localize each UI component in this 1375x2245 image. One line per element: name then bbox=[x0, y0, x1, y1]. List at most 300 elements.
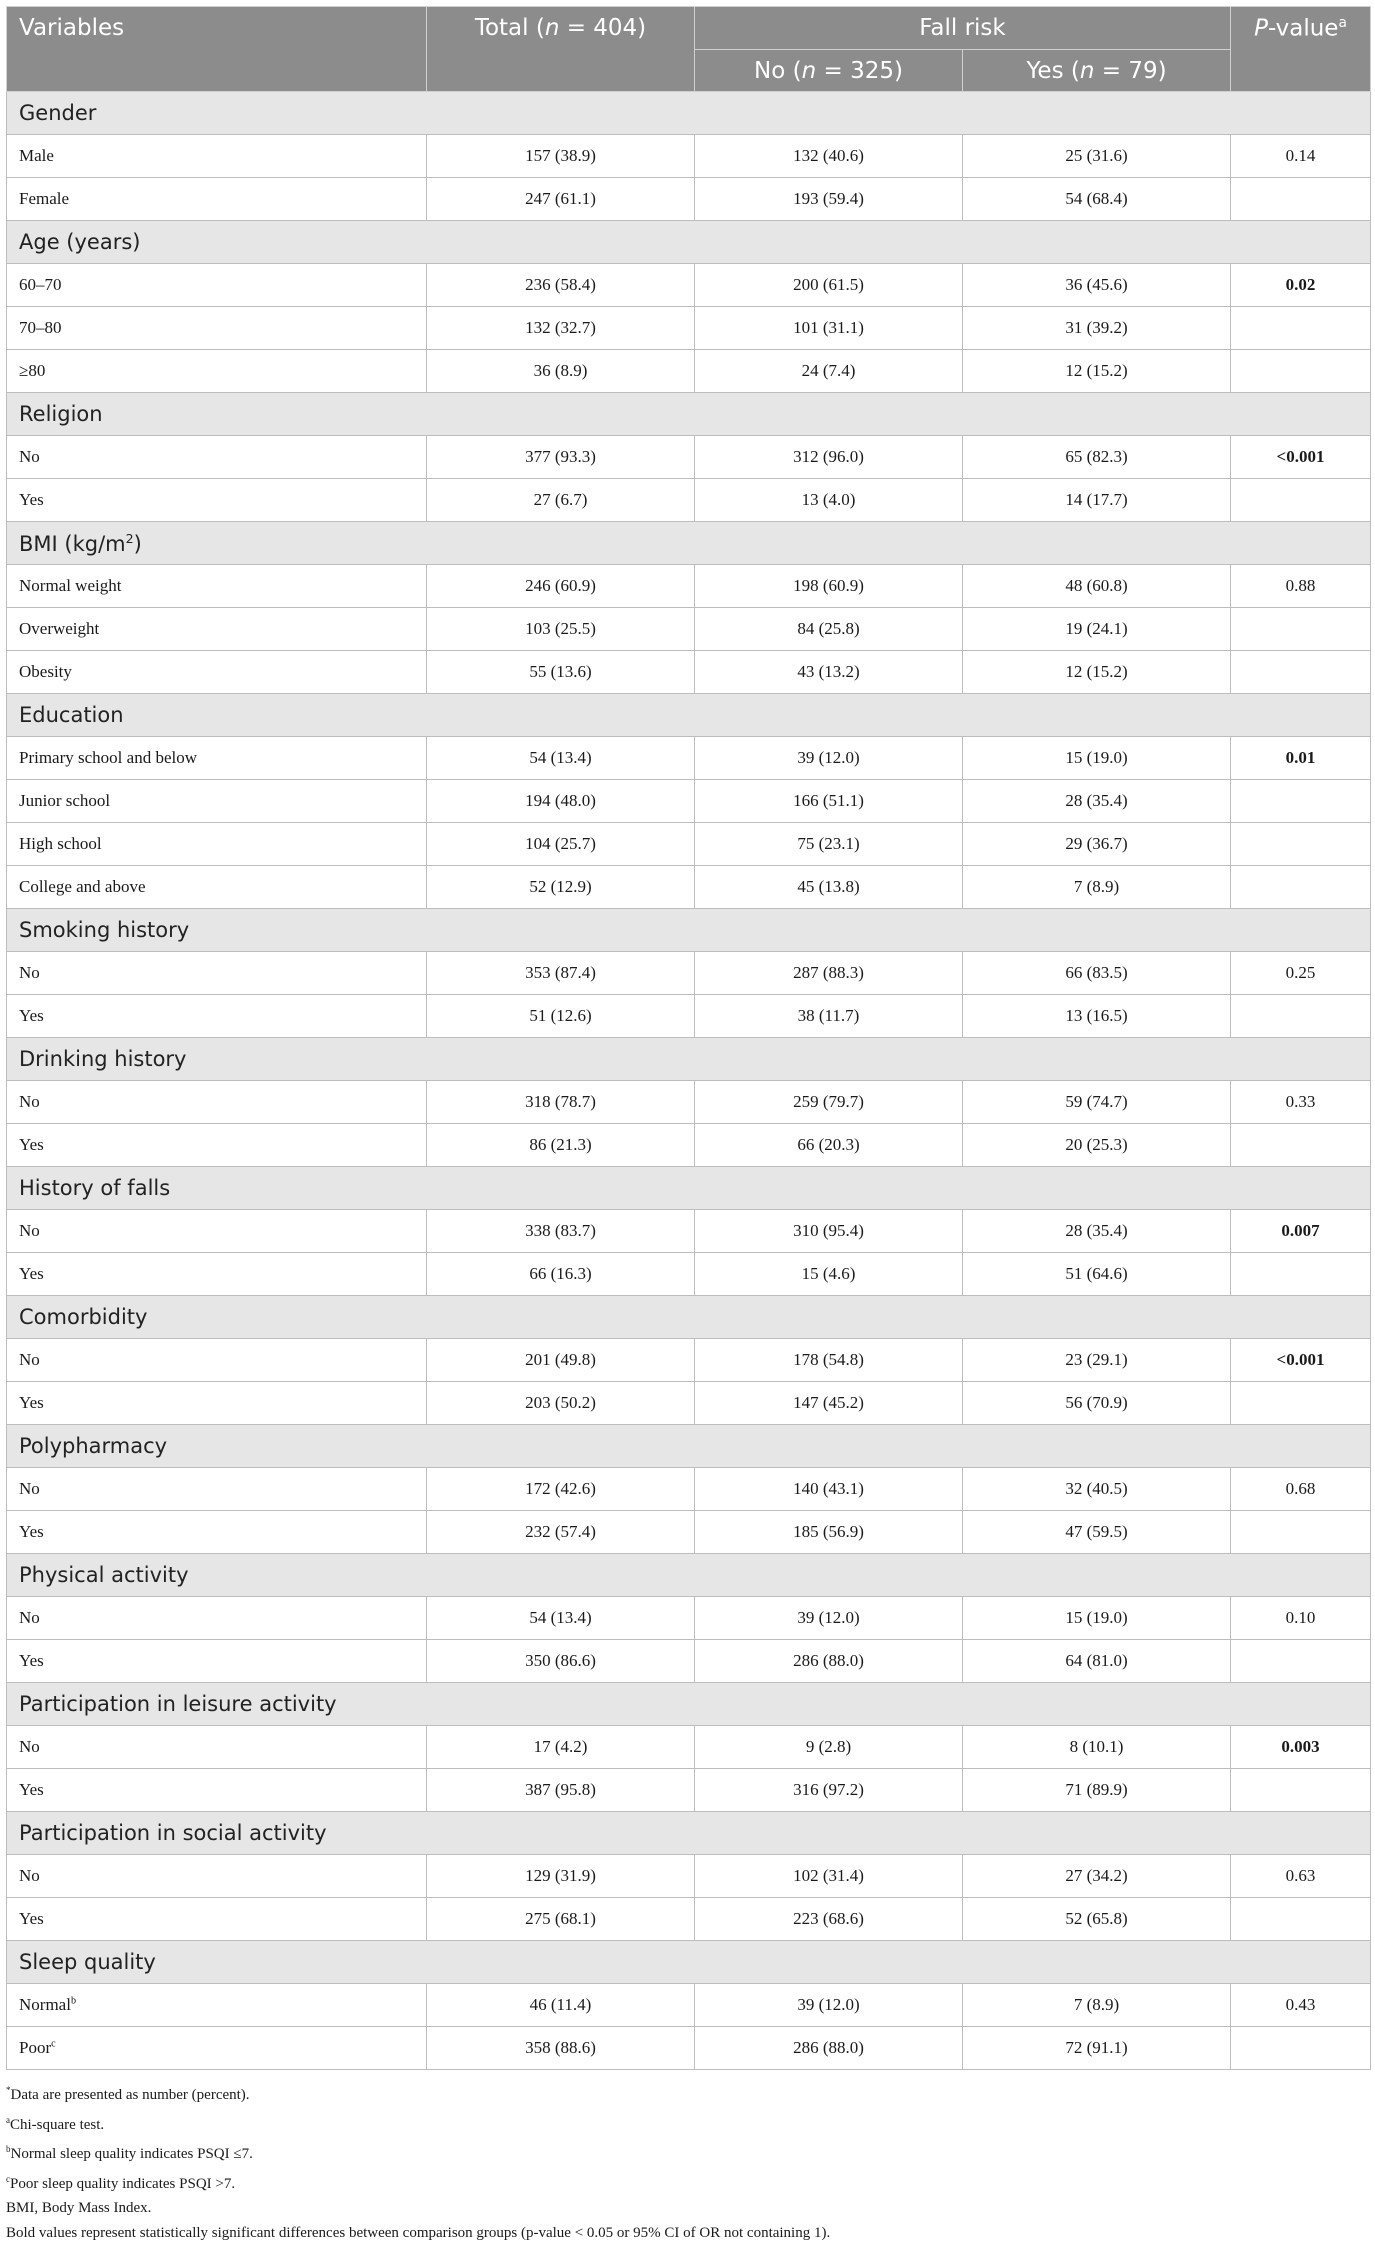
row-label bbox=[7, 1769, 427, 1812]
row-label bbox=[7, 1339, 427, 1382]
cell-no: 24 (7.4) bbox=[695, 350, 963, 393]
cell-yes: 71 (89.9) bbox=[963, 1769, 1231, 1812]
section-title-text: Comorbidity bbox=[19, 1305, 147, 1329]
table-row bbox=[7, 1898, 1371, 1941]
row-label-text: Obesity bbox=[19, 662, 72, 681]
cell-no: 198 (60.9) bbox=[695, 565, 963, 608]
cell-total: 51 (12.6) bbox=[427, 995, 695, 1038]
section-row bbox=[7, 1296, 1371, 1339]
section-row bbox=[7, 909, 1371, 952]
row-label-text: Normal bbox=[19, 1995, 71, 2014]
table-row bbox=[7, 436, 1371, 479]
section-title-text: History of falls bbox=[19, 1176, 170, 1200]
section-title-text: Participation in leisure activity bbox=[19, 1692, 337, 1716]
cell-no: 316 (97.2) bbox=[695, 1769, 963, 1812]
header-yes bbox=[963, 50, 1231, 92]
cell-pvalue: 0.003 bbox=[1231, 1726, 1371, 1769]
header-yes-n: n bbox=[1080, 58, 1095, 84]
cell-no: 43 (13.2) bbox=[695, 651, 963, 694]
row-label bbox=[7, 1640, 427, 1683]
cell-no: 13 (4.0) bbox=[695, 479, 963, 522]
cell-pvalue bbox=[1231, 479, 1371, 522]
section-row bbox=[7, 393, 1371, 436]
table-row bbox=[7, 737, 1371, 780]
cell-no: 147 (45.2) bbox=[695, 1382, 963, 1425]
table-row bbox=[7, 866, 1371, 909]
cell-pvalue: 0.88 bbox=[1231, 565, 1371, 608]
cell-no: 287 (88.3) bbox=[695, 952, 963, 995]
row-label bbox=[7, 1468, 427, 1511]
table-row bbox=[7, 1210, 1371, 1253]
table-header bbox=[7, 7, 1371, 92]
section-row bbox=[7, 1941, 1371, 1984]
table-row bbox=[7, 1382, 1371, 1425]
cell-pvalue: <0.001 bbox=[1231, 1339, 1371, 1382]
cell-no: 66 (20.3) bbox=[695, 1124, 963, 1167]
cell-no: 223 (68.6) bbox=[695, 1898, 963, 1941]
cell-yes: 59 (74.7) bbox=[963, 1081, 1231, 1124]
cell-no: 286 (88.0) bbox=[695, 2027, 963, 2070]
cell-total: 17 (4.2) bbox=[427, 1726, 695, 1769]
row-label bbox=[7, 608, 427, 651]
cell-total: 275 (68.1) bbox=[427, 1898, 695, 1941]
row-label bbox=[7, 436, 427, 479]
cell-yes: 28 (35.4) bbox=[963, 1210, 1231, 1253]
section-title bbox=[7, 909, 1371, 952]
row-label-text: Female bbox=[19, 189, 69, 208]
footnotes bbox=[6, 2078, 1370, 2245]
row-label bbox=[7, 565, 427, 608]
cell-total: 247 (61.1) bbox=[427, 178, 695, 221]
header-total-value: = 404) bbox=[559, 15, 646, 41]
cell-no: 286 (88.0) bbox=[695, 1640, 963, 1683]
cell-yes: 28 (35.4) bbox=[963, 780, 1231, 823]
cell-total: 318 (78.7) bbox=[427, 1081, 695, 1124]
cell-no: 101 (31.1) bbox=[695, 307, 963, 350]
footnote-text: Data are presented as number (percent). bbox=[11, 2087, 250, 2103]
cell-yes: 25 (31.6) bbox=[963, 135, 1231, 178]
row-label bbox=[7, 479, 427, 522]
row-label bbox=[7, 1081, 427, 1124]
row-label bbox=[7, 1511, 427, 1554]
header-no-label: No ( bbox=[754, 58, 802, 84]
cell-pvalue bbox=[1231, 1382, 1371, 1425]
row-label bbox=[7, 307, 427, 350]
cell-pvalue bbox=[1231, 307, 1371, 350]
cell-pvalue: 0.43 bbox=[1231, 1984, 1371, 2027]
cell-total: 104 (25.7) bbox=[427, 823, 695, 866]
header-pvalue bbox=[1231, 7, 1371, 92]
cell-no: 193 (59.4) bbox=[695, 178, 963, 221]
cell-no: 185 (56.9) bbox=[695, 1511, 963, 1554]
cell-pvalue: 0.007 bbox=[1231, 1210, 1371, 1253]
cell-pvalue bbox=[1231, 866, 1371, 909]
section-title-text: Drinking history bbox=[19, 1047, 187, 1071]
cell-yes: 23 (29.1) bbox=[963, 1339, 1231, 1382]
table-row bbox=[7, 823, 1371, 866]
row-label bbox=[7, 1898, 427, 1941]
cell-total: 172 (42.6) bbox=[427, 1468, 695, 1511]
cell-pvalue: 0.14 bbox=[1231, 135, 1371, 178]
table-row bbox=[7, 952, 1371, 995]
header-pvalue-sup: a bbox=[1338, 15, 1346, 31]
cell-total: 103 (25.5) bbox=[427, 608, 695, 651]
cell-total: 86 (21.3) bbox=[427, 1124, 695, 1167]
row-label bbox=[7, 651, 427, 694]
row-label bbox=[7, 1597, 427, 1640]
section-title-sup: 2 bbox=[126, 531, 134, 546]
row-label-text: Male bbox=[19, 146, 54, 165]
cell-yes: 7 (8.9) bbox=[963, 866, 1231, 909]
row-label-text: High school bbox=[19, 834, 102, 853]
characteristics-table bbox=[6, 6, 1371, 2070]
row-label-text: Yes bbox=[19, 1264, 44, 1283]
row-label-text: No bbox=[19, 1092, 40, 1111]
table-row bbox=[7, 350, 1371, 393]
row-label-text: Yes bbox=[19, 1522, 44, 1541]
cell-pvalue bbox=[1231, 1898, 1371, 1941]
section-row bbox=[7, 1425, 1371, 1468]
cell-yes: 47 (59.5) bbox=[963, 1511, 1231, 1554]
row-label-text: No bbox=[19, 963, 40, 982]
row-label-text: No bbox=[19, 1737, 40, 1756]
section-title bbox=[7, 1167, 1371, 1210]
section-title bbox=[7, 1941, 1371, 1984]
cell-yes: 7 (8.9) bbox=[963, 1984, 1231, 2027]
cell-total: 232 (57.4) bbox=[427, 1511, 695, 1554]
table-row bbox=[7, 1769, 1371, 1812]
cell-total: 36 (8.9) bbox=[427, 350, 695, 393]
section-title-text: Education bbox=[19, 703, 124, 727]
row-label bbox=[7, 1382, 427, 1425]
table-row bbox=[7, 1984, 1371, 2027]
footnote bbox=[6, 2196, 1370, 2221]
row-label bbox=[7, 952, 427, 995]
cell-total: 55 (13.6) bbox=[427, 651, 695, 694]
cell-yes: 19 (24.1) bbox=[963, 608, 1231, 651]
row-label bbox=[7, 1210, 427, 1253]
section-row bbox=[7, 1167, 1371, 1210]
table-row bbox=[7, 1511, 1371, 1554]
section-title-text: Physical activity bbox=[19, 1563, 189, 1587]
table-row bbox=[7, 1726, 1371, 1769]
row-label bbox=[7, 350, 427, 393]
row-label-text: 70–80 bbox=[19, 318, 62, 337]
cell-yes: 65 (82.3) bbox=[963, 436, 1231, 479]
cell-total: 246 (60.9) bbox=[427, 565, 695, 608]
cell-no: 200 (61.5) bbox=[695, 264, 963, 307]
row-label bbox=[7, 737, 427, 780]
section-title-text: Smoking history bbox=[19, 918, 189, 942]
table-row bbox=[7, 565, 1371, 608]
cell-no: 312 (96.0) bbox=[695, 436, 963, 479]
cell-no: 166 (51.1) bbox=[695, 780, 963, 823]
cell-yes: 48 (60.8) bbox=[963, 565, 1231, 608]
row-label bbox=[7, 2027, 427, 2070]
footnote bbox=[6, 2108, 1370, 2138]
row-label bbox=[7, 995, 427, 1038]
footnote-marker: a bbox=[6, 2115, 10, 2125]
row-label bbox=[7, 780, 427, 823]
cell-yes: 12 (15.2) bbox=[963, 350, 1231, 393]
cell-total: 201 (49.8) bbox=[427, 1339, 695, 1382]
footnote-marker: b bbox=[6, 2144, 11, 2154]
cell-pvalue bbox=[1231, 780, 1371, 823]
footnote-text: Bold values represent statistically significant differences between comparison groups (p-value < 0.05 or 95% CI of OR not containing 1). bbox=[6, 2225, 830, 2241]
cell-no: 84 (25.8) bbox=[695, 608, 963, 651]
cell-total: 46 (11.4) bbox=[427, 1984, 695, 2027]
cell-total: 54 (13.4) bbox=[427, 1597, 695, 1640]
cell-pvalue bbox=[1231, 178, 1371, 221]
header-total-n: n bbox=[545, 15, 560, 41]
footnote-text: Normal sleep quality indicates PSQI ≤7. bbox=[11, 2146, 253, 2162]
cell-pvalue bbox=[1231, 2027, 1371, 2070]
row-label-text: Yes bbox=[19, 1135, 44, 1154]
table-row bbox=[7, 1339, 1371, 1382]
header-no-n: n bbox=[802, 58, 817, 84]
row-label bbox=[7, 178, 427, 221]
row-label bbox=[7, 1726, 427, 1769]
section-title-text: Gender bbox=[19, 101, 96, 125]
row-label-text: Yes bbox=[19, 1909, 44, 1928]
table-row bbox=[7, 1468, 1371, 1511]
row-label bbox=[7, 135, 427, 178]
footnote-text: Chi-square test. bbox=[10, 2117, 104, 2133]
table-row bbox=[7, 1081, 1371, 1124]
cell-no: 259 (79.7) bbox=[695, 1081, 963, 1124]
header-yes-value: = 79) bbox=[1094, 58, 1166, 84]
row-label-text: College and above bbox=[19, 877, 146, 896]
cell-yes: 29 (36.7) bbox=[963, 823, 1231, 866]
row-label-text: Yes bbox=[19, 1006, 44, 1025]
table-row bbox=[7, 780, 1371, 823]
cell-yes: 31 (39.2) bbox=[963, 307, 1231, 350]
cell-yes: 32 (40.5) bbox=[963, 1468, 1231, 1511]
footnote bbox=[6, 2137, 1370, 2167]
cell-total: 66 (16.3) bbox=[427, 1253, 695, 1296]
row-label bbox=[7, 1855, 427, 1898]
section-row bbox=[7, 1554, 1371, 1597]
table-row bbox=[7, 1253, 1371, 1296]
footnote-text: BMI, Body Mass Index. bbox=[6, 2200, 151, 2216]
section-row bbox=[7, 221, 1371, 264]
cell-total: 377 (93.3) bbox=[427, 436, 695, 479]
section-title-text: Sleep quality bbox=[19, 1950, 156, 1974]
cell-pvalue bbox=[1231, 350, 1371, 393]
section-title-text: Age (years) bbox=[19, 230, 140, 254]
cell-yes: 54 (68.4) bbox=[963, 178, 1231, 221]
row-label-text: 60–70 bbox=[19, 275, 62, 294]
cell-pvalue: <0.001 bbox=[1231, 436, 1371, 479]
section-title bbox=[7, 92, 1371, 135]
cell-yes: 15 (19.0) bbox=[963, 1597, 1231, 1640]
section-title bbox=[7, 393, 1371, 436]
row-label-sup: c bbox=[51, 2038, 56, 2049]
section-title bbox=[7, 1425, 1371, 1468]
row-label bbox=[7, 823, 427, 866]
footnote-marker: c bbox=[6, 2174, 10, 2184]
cell-total: 194 (48.0) bbox=[427, 780, 695, 823]
cell-pvalue bbox=[1231, 995, 1371, 1038]
section-title bbox=[7, 522, 1371, 565]
section-row bbox=[7, 1038, 1371, 1081]
cell-no: 132 (40.6) bbox=[695, 135, 963, 178]
row-label-text: No bbox=[19, 1221, 40, 1240]
footnote bbox=[6, 2221, 1370, 2245]
cell-pvalue: 0.25 bbox=[1231, 952, 1371, 995]
cell-total: 387 (95.8) bbox=[427, 1769, 695, 1812]
cell-no: 39 (12.0) bbox=[695, 737, 963, 780]
row-label-text: Primary school and below bbox=[19, 748, 197, 767]
table-row bbox=[7, 1597, 1371, 1640]
header-no-value: = 325) bbox=[816, 58, 903, 84]
row-label-text: Yes bbox=[19, 490, 44, 509]
row-label bbox=[7, 866, 427, 909]
cell-total: 338 (83.7) bbox=[427, 1210, 695, 1253]
table-row bbox=[7, 1855, 1371, 1898]
row-label-text: No bbox=[19, 447, 40, 466]
cell-total: 157 (38.9) bbox=[427, 135, 695, 178]
cell-pvalue bbox=[1231, 651, 1371, 694]
row-label-text: Yes bbox=[19, 1651, 44, 1670]
row-label-text: Normal weight bbox=[19, 576, 121, 595]
table-row bbox=[7, 178, 1371, 221]
section-title-text: Polypharmacy bbox=[19, 1434, 167, 1458]
cell-no: 140 (43.1) bbox=[695, 1468, 963, 1511]
section-row bbox=[7, 92, 1371, 135]
cell-no: 178 (54.8) bbox=[695, 1339, 963, 1382]
cell-yes: 72 (91.1) bbox=[963, 2027, 1231, 2070]
cell-yes: 66 (83.5) bbox=[963, 952, 1231, 995]
cell-total: 353 (87.4) bbox=[427, 952, 695, 995]
section-title bbox=[7, 694, 1371, 737]
cell-yes: 36 (45.6) bbox=[963, 264, 1231, 307]
section-title bbox=[7, 1296, 1371, 1339]
row-label-text: Overweight bbox=[19, 619, 99, 638]
cell-no: 15 (4.6) bbox=[695, 1253, 963, 1296]
cell-yes: 51 (64.6) bbox=[963, 1253, 1231, 1296]
footnote-text: Poor sleep quality indicates PSQI >7. bbox=[10, 2176, 235, 2192]
header-no bbox=[695, 50, 963, 92]
row-label-text: No bbox=[19, 1479, 40, 1498]
cell-yes: 52 (65.8) bbox=[963, 1898, 1231, 1941]
row-label-text: Junior school bbox=[19, 791, 110, 810]
table-row bbox=[7, 264, 1371, 307]
cell-pvalue bbox=[1231, 823, 1371, 866]
section-title-text: Religion bbox=[19, 402, 103, 426]
table-body bbox=[7, 92, 1371, 2070]
section-title bbox=[7, 1038, 1371, 1081]
cell-pvalue: 0.33 bbox=[1231, 1081, 1371, 1124]
header-total bbox=[427, 7, 695, 92]
table-row bbox=[7, 1124, 1371, 1167]
cell-no: 310 (95.4) bbox=[695, 1210, 963, 1253]
cell-no: 38 (11.7) bbox=[695, 995, 963, 1038]
cell-no: 75 (23.1) bbox=[695, 823, 963, 866]
table-row bbox=[7, 307, 1371, 350]
cell-total: 52 (12.9) bbox=[427, 866, 695, 909]
footnote bbox=[6, 2078, 1370, 2108]
footnote bbox=[6, 2167, 1370, 2197]
cell-total: 358 (88.6) bbox=[427, 2027, 695, 2070]
cell-total: 203 (50.2) bbox=[427, 1382, 695, 1425]
table-row bbox=[7, 2027, 1371, 2070]
table-row bbox=[7, 479, 1371, 522]
row-label-text: No bbox=[19, 1350, 40, 1369]
cell-pvalue: 0.01 bbox=[1231, 737, 1371, 780]
header-total-label: Total ( bbox=[475, 15, 545, 41]
cell-pvalue: 0.10 bbox=[1231, 1597, 1371, 1640]
footnote-marker: * bbox=[6, 2085, 11, 2095]
cell-yes: 15 (19.0) bbox=[963, 737, 1231, 780]
section-title-text: BMI (kg/m bbox=[19, 532, 126, 556]
cell-yes: 14 (17.7) bbox=[963, 479, 1231, 522]
cell-pvalue bbox=[1231, 1769, 1371, 1812]
section-title bbox=[7, 1554, 1371, 1597]
cell-yes: 12 (15.2) bbox=[963, 651, 1231, 694]
cell-pvalue: 0.63 bbox=[1231, 1855, 1371, 1898]
cell-no: 45 (13.8) bbox=[695, 866, 963, 909]
row-label-text: Poor bbox=[19, 2038, 51, 2057]
row-label-sup: b bbox=[71, 1995, 76, 2006]
cell-pvalue bbox=[1231, 1511, 1371, 1554]
row-label-text: No bbox=[19, 1608, 40, 1627]
row-label-text: ≥80 bbox=[19, 361, 45, 380]
row-label bbox=[7, 1253, 427, 1296]
table-row bbox=[7, 995, 1371, 1038]
cell-yes: 8 (10.1) bbox=[963, 1726, 1231, 1769]
cell-yes: 56 (70.9) bbox=[963, 1382, 1231, 1425]
section-row bbox=[7, 522, 1371, 565]
cell-yes: 27 (34.2) bbox=[963, 1855, 1231, 1898]
header-yes-label: Yes ( bbox=[1026, 58, 1079, 84]
cell-no: 39 (12.0) bbox=[695, 1984, 963, 2027]
row-label bbox=[7, 1984, 427, 2027]
section-title bbox=[7, 1812, 1371, 1855]
cell-no: 9 (2.8) bbox=[695, 1726, 963, 1769]
table-row bbox=[7, 651, 1371, 694]
cell-pvalue bbox=[1231, 1640, 1371, 1683]
header-pvalue-p: P bbox=[1254, 16, 1268, 42]
section-title bbox=[7, 1683, 1371, 1726]
cell-yes: 13 (16.5) bbox=[963, 995, 1231, 1038]
row-label bbox=[7, 1124, 427, 1167]
row-label-text: No bbox=[19, 1866, 40, 1885]
section-row bbox=[7, 1812, 1371, 1855]
table-container bbox=[6, 6, 1370, 2245]
section-title-end: ) bbox=[134, 532, 142, 556]
row-label-text: Yes bbox=[19, 1393, 44, 1412]
cell-total: 27 (6.7) bbox=[427, 479, 695, 522]
header-variables: Variables bbox=[7, 7, 427, 92]
header-fall-risk: Fall risk bbox=[695, 7, 1231, 50]
cell-pvalue bbox=[1231, 1253, 1371, 1296]
section-row bbox=[7, 1683, 1371, 1726]
table-row bbox=[7, 1640, 1371, 1683]
cell-pvalue bbox=[1231, 1124, 1371, 1167]
cell-total: 132 (32.7) bbox=[427, 307, 695, 350]
cell-total: 350 (86.6) bbox=[427, 1640, 695, 1683]
cell-total: 54 (13.4) bbox=[427, 737, 695, 780]
cell-no: 102 (31.4) bbox=[695, 1855, 963, 1898]
cell-no: 39 (12.0) bbox=[695, 1597, 963, 1640]
cell-total: 129 (31.9) bbox=[427, 1855, 695, 1898]
section-title-text: Participation in social activity bbox=[19, 1821, 327, 1845]
cell-pvalue: 0.02 bbox=[1231, 264, 1371, 307]
section-row bbox=[7, 694, 1371, 737]
cell-pvalue bbox=[1231, 608, 1371, 651]
section-title bbox=[7, 221, 1371, 264]
